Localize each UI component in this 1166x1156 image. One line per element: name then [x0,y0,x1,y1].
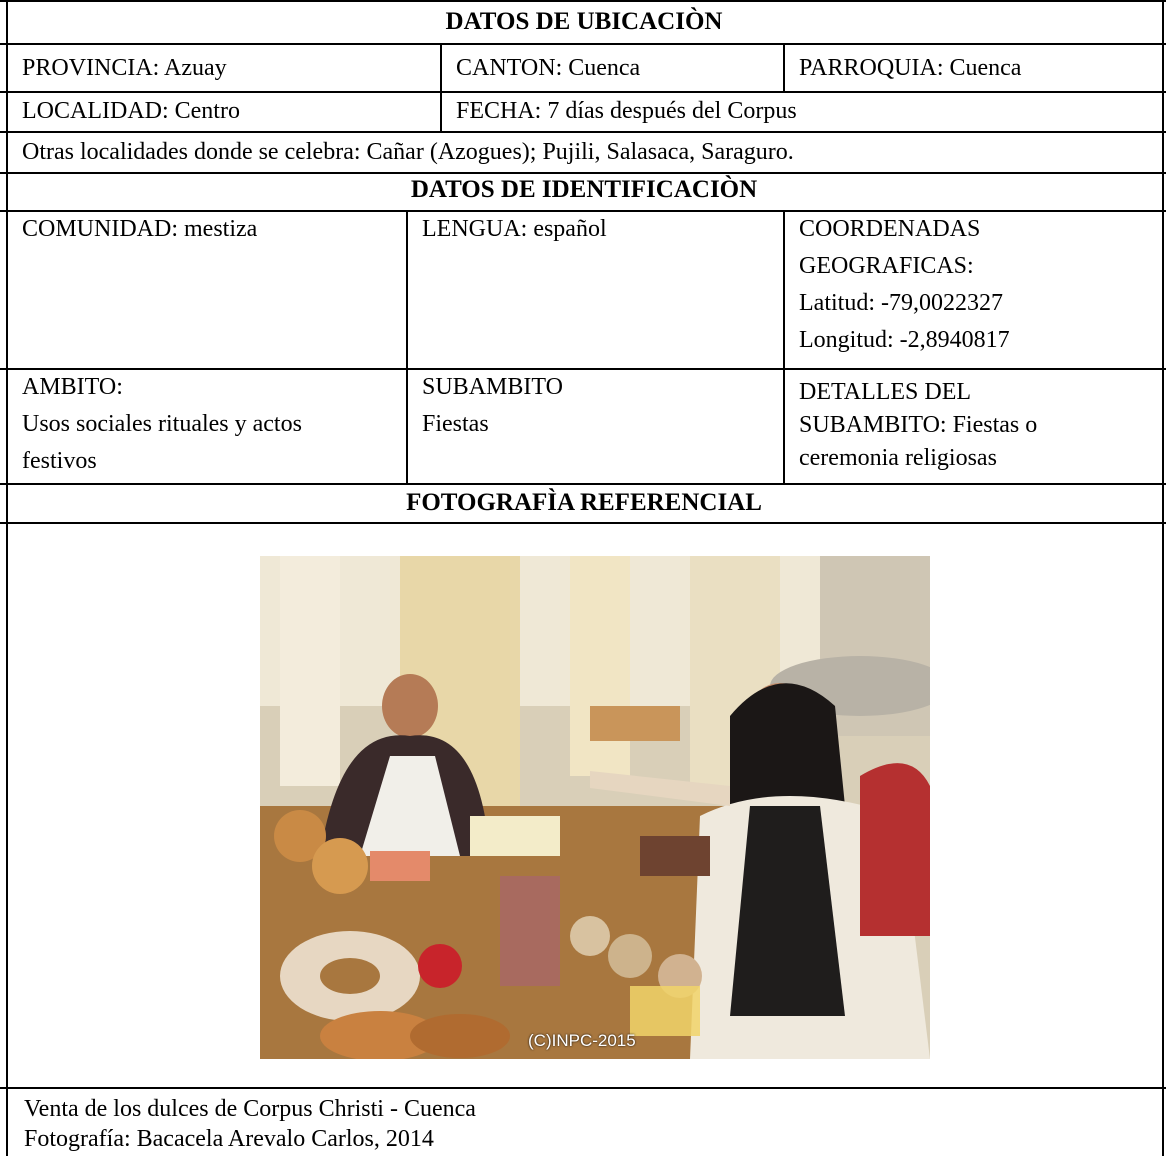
longitud-value: Longitud: -2,8940817 [799,327,1010,353]
table-rule [0,0,1166,2]
detalles-subambito-field [785,376,1162,475]
canton-field: CANTON: Cuenca [456,55,641,81]
table-rule [1162,0,1164,1156]
section-heading-fotografia: FOTOGRAFÌA REFERENCIAL [406,489,762,516]
otras-localidades-field: Otras localidades donde se celebra: Cañar (Azogues); Pujili, Salasaca, Saraguro. [22,139,794,165]
comunidad-field: COMUNIDAD: mestiza [22,216,258,242]
detalles-value: ceremonia religiosas [799,445,997,471]
table-rule [0,522,1166,524]
table-rule [0,483,1166,485]
table-rule [0,91,1166,93]
localidad-field: LOCALIDAD: Centro [22,98,240,124]
coordenadas-label: GEOGRAFICAS: [799,253,974,279]
table-rule [0,43,1166,45]
detalles-value: SUBAMBITO: Fiestas o [799,412,1038,438]
photo-credit: Fotografía: Bacacela Arevalo Carlos, 2014 [24,1126,434,1152]
market-scene-illustration [260,556,930,1059]
detalles-label: DETALLES DEL [799,379,972,405]
subambito-label: SUBAMBITO [422,374,563,400]
table-rule [406,210,408,483]
table-rule [0,210,1166,212]
table-rule [0,1087,1166,1089]
reference-photo [260,556,930,1059]
photo-watermark: (C)INPC-2015 [528,1031,636,1050]
provincia-field: PROVINCIA: Azuay [22,55,227,81]
parroquia-field: PARROQUIA: Cuenca [799,55,1022,81]
subambito-value: Fiestas [422,411,489,437]
ambito-value: festivos [22,448,97,474]
photo-caption: Venta de los dulces de Corpus Christi - Cuenca [24,1096,476,1122]
coordenadas-field [785,213,1162,357]
section-heading-ubicacion: DATOS DE UBICACIÒN [445,8,723,35]
section-heading-identificacion: DATOS DE IDENTIFICACIÒN [410,176,758,203]
coordenadas-label: COORDENADAS [799,216,981,242]
fecha-field: FECHA: 7 días después del Corpus [456,98,797,124]
ambito-field [8,371,406,478]
table-rule [0,131,1166,133]
lengua-field: LENGUA: español [422,216,607,242]
table-rule [0,368,1166,370]
latitud-value: Latitud: -79,0022327 [799,290,1003,316]
subambito-field [408,371,783,441]
ambito-value: Usos sociales rituales y actos [22,411,302,437]
ambito-label: AMBITO: [22,374,123,400]
